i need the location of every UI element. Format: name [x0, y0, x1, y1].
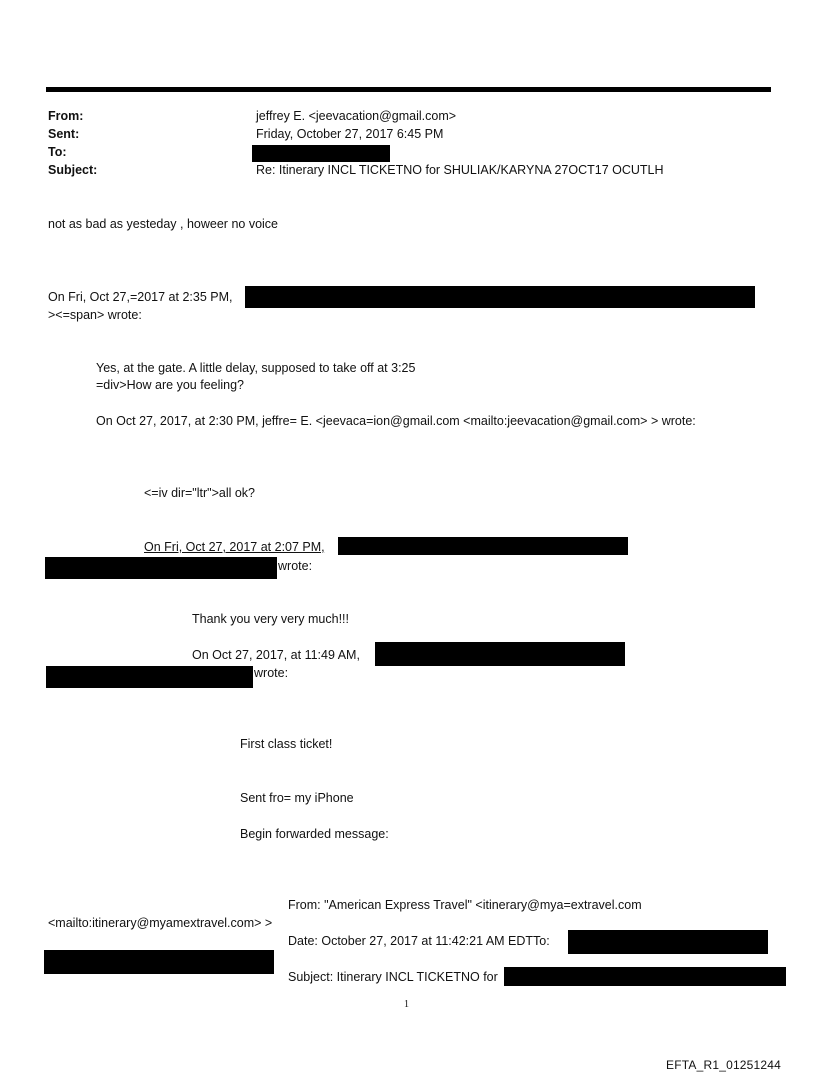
- quote4-text-line3: Begin forwarded message:: [240, 827, 389, 841]
- sent-value: Friday, October 27, 2017 6:45 PM: [256, 127, 444, 141]
- from-value: jeffrey E. <jeevacation@gmail.com>: [256, 109, 457, 123]
- quote4-text-line1: First class ticket!: [240, 737, 333, 751]
- quote1-intro: On Fri, Oct 27,=2017 at 2:35 PM,: [48, 290, 233, 304]
- quote1-sender-redaction: [245, 286, 755, 308]
- forwarded-subject-redaction: [504, 967, 786, 986]
- subject-label: Subject:: [48, 163, 98, 177]
- forwarded-subject: Subject: Itinerary INCL TICKETNO for: [288, 970, 498, 984]
- quote4-wrote: wrote:: [254, 666, 289, 680]
- quote1-wrote: ><=span> wrote:: [48, 308, 142, 322]
- quote3-intro: On Fri, Oct 27, 2017 at 2:07 PM,: [144, 540, 325, 554]
- from-label: From:: [48, 109, 84, 123]
- quote4-email-redaction: [46, 666, 253, 688]
- forwarded-from: From: "American Express Travel" <itinerary@mya=extravel.com: [288, 898, 642, 912]
- forwarded-to-continued-redaction: [44, 950, 274, 974]
- header-rule: [46, 87, 771, 92]
- sent-label: Sent:: [48, 127, 80, 141]
- quote2-text: <=iv dir="ltr">all ok?: [144, 486, 256, 500]
- quote3-sender-redaction: [338, 537, 628, 555]
- reply-text: not as bad as yesteday , howeer no voice: [48, 217, 279, 231]
- quote2-intro: On Oct 27, 2017, at 2:30 PM, jeffre= E. <jeevaca=ion@gmail.com <mailto:jeevacation@gmail.com> > wrote:: [96, 414, 696, 428]
- to-label: To:: [48, 145, 67, 159]
- quote1-text-line1: Yes, at the gate. A little delay, supposed to take off at 3:25: [96, 361, 416, 375]
- quote3-email-redaction: [45, 557, 277, 579]
- quote1-text-line2: =div>How are you feeling?: [96, 378, 245, 392]
- to-redaction: [252, 145, 390, 162]
- forwarded-date: Date: October 27, 2017 at 11:42:21 AM EDTTo:: [288, 934, 550, 948]
- quote3-wrote: wrote:: [278, 559, 313, 573]
- page-number: 1: [404, 999, 409, 1010]
- quote4-sender-redaction: [375, 642, 625, 666]
- quote4-text-line2: Sent fro= my iPhone: [240, 791, 354, 805]
- subject-value: Re: Itinerary INCL TICKETNO for SHULIAK/KARYNA 27OCT17 OCUTLH: [256, 163, 664, 177]
- quote3-text: Thank you very very much!!!: [192, 612, 350, 626]
- forwarded-to-redaction: [568, 930, 768, 954]
- quote4-intro: On Oct 27, 2017, at 11:49 AM,: [192, 648, 360, 662]
- forwarded-mailto: <mailto:itinerary@myamextravel.com> >: [48, 916, 273, 930]
- bates-number: EFTA_R1_01251244: [666, 1058, 782, 1072]
